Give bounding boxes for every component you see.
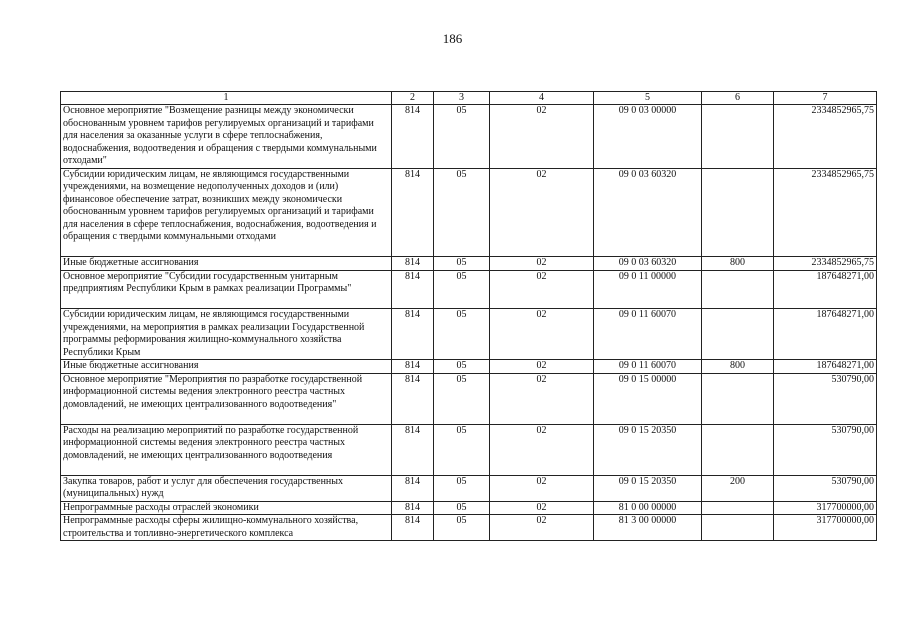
row-code-4-cell: 02 (490, 309, 594, 360)
row-code-4-cell: 02 (490, 424, 594, 475)
row-amount-cell (774, 168, 877, 257)
row-amount-value: 187648271,00 (816, 360, 874, 371)
row-code-6-cell (702, 373, 774, 424)
row-amount-value: 187648271,00 (816, 309, 874, 320)
row-name-cell: Основное мероприятие "Субсидии государственным унитарным предприятиям Республики Крым в рамках реализации Программы" (61, 270, 392, 309)
row-code-3-cell: 05 (434, 515, 490, 541)
row-code-6-cell (702, 515, 774, 541)
row-code-3-cell: 05 (434, 424, 490, 475)
row-code-3-cell: 05 (434, 309, 490, 360)
row-name-cell: Субсидии юридическим лицам, не являющимся государственными учреждениями, на мероприятия в рамках реализации Государственной программы реформирования жилищно-коммунального хозяйства Республики Крым (61, 309, 392, 360)
row-name-cell: Закупка товаров, работ и услуг для обеспечения государственных (муниципальных) нужд (61, 475, 392, 501)
row-code-5-cell: 09 0 03 60320 (594, 257, 702, 271)
row-code-4-cell: 02 (490, 373, 594, 424)
row-amount-cell (774, 360, 877, 374)
row-code-2-cell: 814 (392, 501, 434, 515)
table-row (61, 360, 877, 374)
row-code-2-cell: 814 (392, 475, 434, 501)
row-amount-cell (774, 501, 877, 515)
row-code-4-cell: 02 (490, 360, 594, 374)
row-code-2-cell: 814 (392, 373, 434, 424)
row-amount-cell (774, 515, 877, 541)
table-row (61, 501, 877, 515)
row-code-6-cell (702, 168, 774, 257)
table-row (61, 515, 877, 541)
column-header: 3 (434, 92, 490, 105)
row-name-cell: Субсидии юридическим лицам, не являющимся государственными учреждениями, на возмещение недополученных доходов и (или) финансовое обеспечение затрат, возникших между экономически обоснованным уровнем тарифов регулируемых организаций и тарифами для населения в сфере теплоснабжения, водоснабжения, водоотведения и обращения с твердыми коммунальными отходами (61, 168, 392, 257)
row-code-5-cell: 09 0 15 00000 (594, 373, 702, 424)
row-code-3-cell: 05 (434, 105, 490, 169)
column-header: 7 (774, 92, 877, 105)
column-header: 4 (490, 92, 594, 105)
row-name-cell: Иные бюджетные ассигнования (61, 360, 392, 374)
row-code-6-cell (702, 105, 774, 169)
row-code-6-cell: 800 (702, 360, 774, 374)
row-code-3-cell: 05 (434, 270, 490, 309)
table-row (61, 105, 877, 169)
page-number: 186 (442, 31, 463, 46)
table-row (61, 424, 877, 475)
row-code-4-cell: 02 (490, 105, 594, 169)
row-code-2-cell: 814 (392, 515, 434, 541)
row-code-2-cell: 814 (392, 424, 434, 475)
row-name-cell: Непрограммные расходы сферы жилищно-коммунального хозяйства, строительства и топливно-энергетического комплекса (61, 515, 392, 541)
column-header: 1 (61, 92, 392, 105)
row-name-cell: Основное мероприятие "Мероприятия по разработке государственной информационной системы ведения электронного реестра частных домовладений, не имеющих централизованного водоотведения" (61, 373, 392, 424)
row-code-6-cell (702, 270, 774, 309)
row-code-2-cell: 814 (392, 270, 434, 309)
row-code-4-cell: 02 (490, 168, 594, 257)
row-code-2-cell: 814 (392, 360, 434, 374)
table-row (61, 309, 877, 360)
row-name-cell: Расходы на реализацию мероприятий по разработке государственной информационной системы ведения электронного реестра частных домовладений, не имеющих централизованного водоотведения (61, 424, 392, 475)
table-row (61, 257, 877, 271)
row-code-5-cell: 81 0 00 00000 (594, 501, 702, 515)
row-code-5-cell: 09 0 11 00000 (594, 270, 702, 309)
row-amount-value: 317700000,00 (816, 501, 874, 513)
row-name-cell: Основное мероприятие "Возмещение разницы между экономически обоснованным уровнем тарифов регулируемых организаций и тарифами для населения за оказанные услуги в сфере теплоснабжения, водоснабжения, водоотведения и обращения с твердыми коммунальными отходами" (61, 105, 392, 169)
row-amount-value: 530790,00 (831, 424, 874, 436)
row-code-6-cell: 200 (702, 475, 774, 501)
row-amount-cell (774, 105, 877, 169)
row-code-5-cell: 09 0 03 00000 (594, 105, 702, 169)
row-code-4-cell: 02 (490, 257, 594, 271)
table-row (61, 475, 877, 501)
row-code-5-cell: 09 0 11 60070 (594, 360, 702, 374)
row-amount-cell (774, 424, 877, 475)
row-code-4-cell: 02 (490, 515, 594, 541)
column-header: 5 (594, 92, 702, 105)
row-code-6-cell (702, 309, 774, 360)
row-amount-value: 530790,00 (831, 475, 874, 487)
row-code-2-cell: 814 (392, 257, 434, 271)
row-code-6-cell (702, 501, 774, 515)
row-amount-cell (774, 475, 877, 501)
row-amount-value: 187648271,00 (816, 270, 874, 282)
row-code-4-cell: 02 (490, 501, 594, 515)
row-code-4-cell: 02 (490, 270, 594, 309)
row-code-6-cell (702, 424, 774, 475)
column-header: 6 (702, 92, 774, 105)
row-amount-cell (774, 270, 877, 309)
row-amount-value: 2334852965,75 (811, 168, 874, 180)
row-code-5-cell: 09 0 15 20350 (594, 424, 702, 475)
row-amount-cell (774, 257, 877, 271)
row-code-3-cell: 05 (434, 373, 490, 424)
row-code-2-cell: 814 (392, 168, 434, 257)
table-row (61, 168, 877, 257)
row-amount-value: 317700000,00 (816, 515, 874, 526)
row-amount-cell (774, 373, 877, 424)
row-amount-value: 530790,00 (831, 373, 874, 385)
row-code-6-cell: 800 (702, 257, 774, 271)
row-code-5-cell: 09 0 03 60320 (594, 168, 702, 257)
row-amount-cell (774, 309, 877, 360)
row-code-4-cell: 02 (490, 475, 594, 501)
row-code-5-cell: 09 0 15 20350 (594, 475, 702, 501)
row-code-3-cell: 05 (434, 257, 490, 271)
row-code-3-cell: 05 (434, 168, 490, 257)
row-code-3-cell: 05 (434, 501, 490, 515)
table-row (61, 373, 877, 424)
header-row (61, 92, 877, 105)
row-name-cell: Непрограммные расходы отраслей экономики (61, 501, 392, 515)
row-amount-value: 2334852965,75 (811, 105, 874, 116)
row-code-2-cell: 814 (392, 309, 434, 360)
table-row (61, 270, 877, 309)
row-code-3-cell: 05 (434, 475, 490, 501)
row-code-2-cell: 814 (392, 105, 434, 169)
row-amount-value: 2334852965,75 (811, 257, 874, 268)
row-code-5-cell: 81 3 00 00000 (594, 515, 702, 541)
column-header: 2 (392, 92, 434, 105)
row-code-3-cell: 05 (434, 360, 490, 374)
row-name-cell: Иные бюджетные ассигнования (61, 257, 392, 271)
row-code-5-cell: 09 0 11 60070 (594, 309, 702, 360)
table-body (61, 105, 877, 541)
budget-table (60, 91, 877, 541)
